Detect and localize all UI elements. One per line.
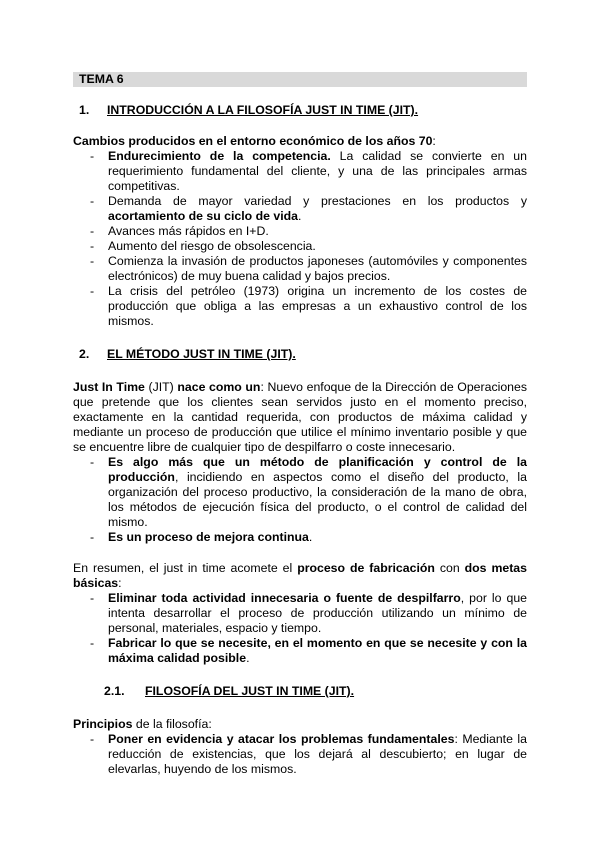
para-bold: nace como un [177,380,261,394]
section-2-heading [73,347,527,362]
section-2-1-heading [73,684,527,699]
list-item: - Eliminar toda actividad innecesaria o fuente de despilfarro, por lo que intenta desarrollar el proceso de producción utilizando un mínimo de personal, materiales, espacio y tiempo. [90,591,527,635]
para-text: : Nuevo enfoque de la Dirección de Operaciones que pretende que los clientes sean servidos justo en el momento preciso, exactamente en la cantidad requerida, con productos de máxima calidad y mediante un proceso de producción que utilice el mínimo inventario posible y que se encuentre libre de cualquier tipo de despilfarro o coste innecesario. [73,380,527,454]
list-item: - Demanda de mayor variedad y prestaciones en los productos y acortamiento de su ciclo de vida. [90,194,527,223]
para-bold: dos metas básicas [73,561,527,590]
item-text: La calidad se convierte en un requerimiento fundamental del cliente, y una de las principales armas competitivas. [108,149,527,193]
section-1-number: 1. [79,103,90,117]
section-1-heading [73,103,527,118]
intro-bold: Cambios producidos en el entorno económico de los años 70 [73,134,433,148]
list-item: - Es un proceso de mejora continua. [90,530,313,544]
section-1-intro [73,134,527,149]
item-text: . [297,209,302,223]
item-bold: Es algo más que un método de planificación y control de la producción [108,455,527,484]
section-2-list-1 [73,455,527,545]
item-text: . [246,651,250,665]
list-item: - Comienza la invasión de productos japoneses (automóviles y componentes electrónicos) de muy buena calidad y bajos precios. [90,254,527,283]
section-2-paragraph-1 [73,380,527,455]
item-text: Comienza la invasión de productos japoneses (automóviles y componentes electrónicos) de muy buena calidad y bajos precios. [108,254,527,283]
section-2-1-number: 2.1. [104,684,125,698]
item-text: Aumento del riesgo de obsolescencia. [108,239,316,253]
para-bold: proceso de fabricación [297,561,435,575]
para-text: con [434,561,465,575]
item-bold: Poner en evidencia y atacar los problemas fundamentales [108,732,455,746]
intro-rest: de la filosofía: [132,717,212,731]
para-bold: Just In Time [73,380,145,394]
item-text: : Mediante la reducción de existencias, que los dejará al descubierto; en lugar de elevarlas, huyendo de los mismos. [108,732,527,776]
para-text: En resumen, el just in time acomete el [73,561,298,575]
list-item: - Poner en evidencia y atacar los problemas fundamentales: Mediante la reducción de existencias, que los dejará al descubierto; en lugar de elevarlas, huyendo de los mismos. [90,732,527,776]
list-item: - Fabricar lo que se necesite, en el momento en que se necesite y con la máxima calidad posible. [90,636,527,665]
item-bold: acortamiento de su ciclo de vida [108,209,298,223]
section-2-list-2 [73,591,527,666]
section-2-1-title: FILOSOFÍA DEL JUST IN TIME (JIT). [145,684,355,698]
para-text: (JIT) [144,380,178,394]
section-2-1-list [73,732,527,777]
item-bold: Eliminar toda actividad innecesaria o fuente de despilfarro [108,591,461,605]
item-text: Demanda de mayor variedad y prestaciones en los productos y [108,194,527,208]
list-item: - Aumento del riesgo de obsolescencia. [90,239,316,253]
section-1-title: INTRODUCCIÓN A LA FILOSOFÍA JUST IN TIME (JIT). [107,103,419,117]
intro-rest: : [432,134,436,148]
item-bold: Fabricar lo que se necesite, en el momento en que se necesite y con la máxima calidad posible [108,636,527,665]
section-2-title: EL MÉTODO JUST IN TIME (JIT). [107,347,296,361]
list-item: - Avances más rápidos en I+D. [90,224,269,238]
item-text: Avances más rápidos en I+D. [108,224,269,238]
document-page [73,72,527,777]
item-text: . [308,530,313,544]
item-bold: Endurecimiento de la competencia. [108,149,331,163]
item-text: La crisis del petróleo (1973) origina un incremento de los costes de producción que obliga a las empresas a un exhaustivo control de los mismos. [108,284,527,328]
section-1-list [73,149,527,329]
tema-header: TEMA 6 [73,72,527,87]
list-item: - Endurecimiento de la competencia. La calidad se convierte en un requerimiento fundamental del cliente, y una de las principales armas competitivas. [90,149,527,193]
item-text: , por lo que intenta desarrollar el proceso de producción utilizando un mínimo de personal, materiales, espacio y tiempo. [108,591,527,635]
list-item: - Es algo más que un método de planificación y control de la producción, incidiendo en aspectos como el diseño del producto, la organización del proceso productivo, la consideración de la mano de obra, los métodos de ejecución física del producto, o el control de calidad del mismo. [90,455,527,529]
intro-bold: Principios [73,717,133,731]
item-bold: Es un proceso de mejora continua [108,530,309,544]
item-text: , incidiendo en aspectos como el diseño del producto, la organización del proceso productivo, la consideración de la mano de obra, los métodos de ejecución física del producto, o el control de calidad del mismo. [108,470,527,529]
para-text: : [118,576,122,590]
section-2-number: 2. [79,347,90,361]
section-2-1-intro [73,717,527,732]
list-item: - La crisis del petróleo (1973) origina un incremento de los costes de producción que obliga a las empresas a un exhaustivo control de los mismos. [90,284,527,328]
section-2-paragraph-2 [73,561,527,591]
